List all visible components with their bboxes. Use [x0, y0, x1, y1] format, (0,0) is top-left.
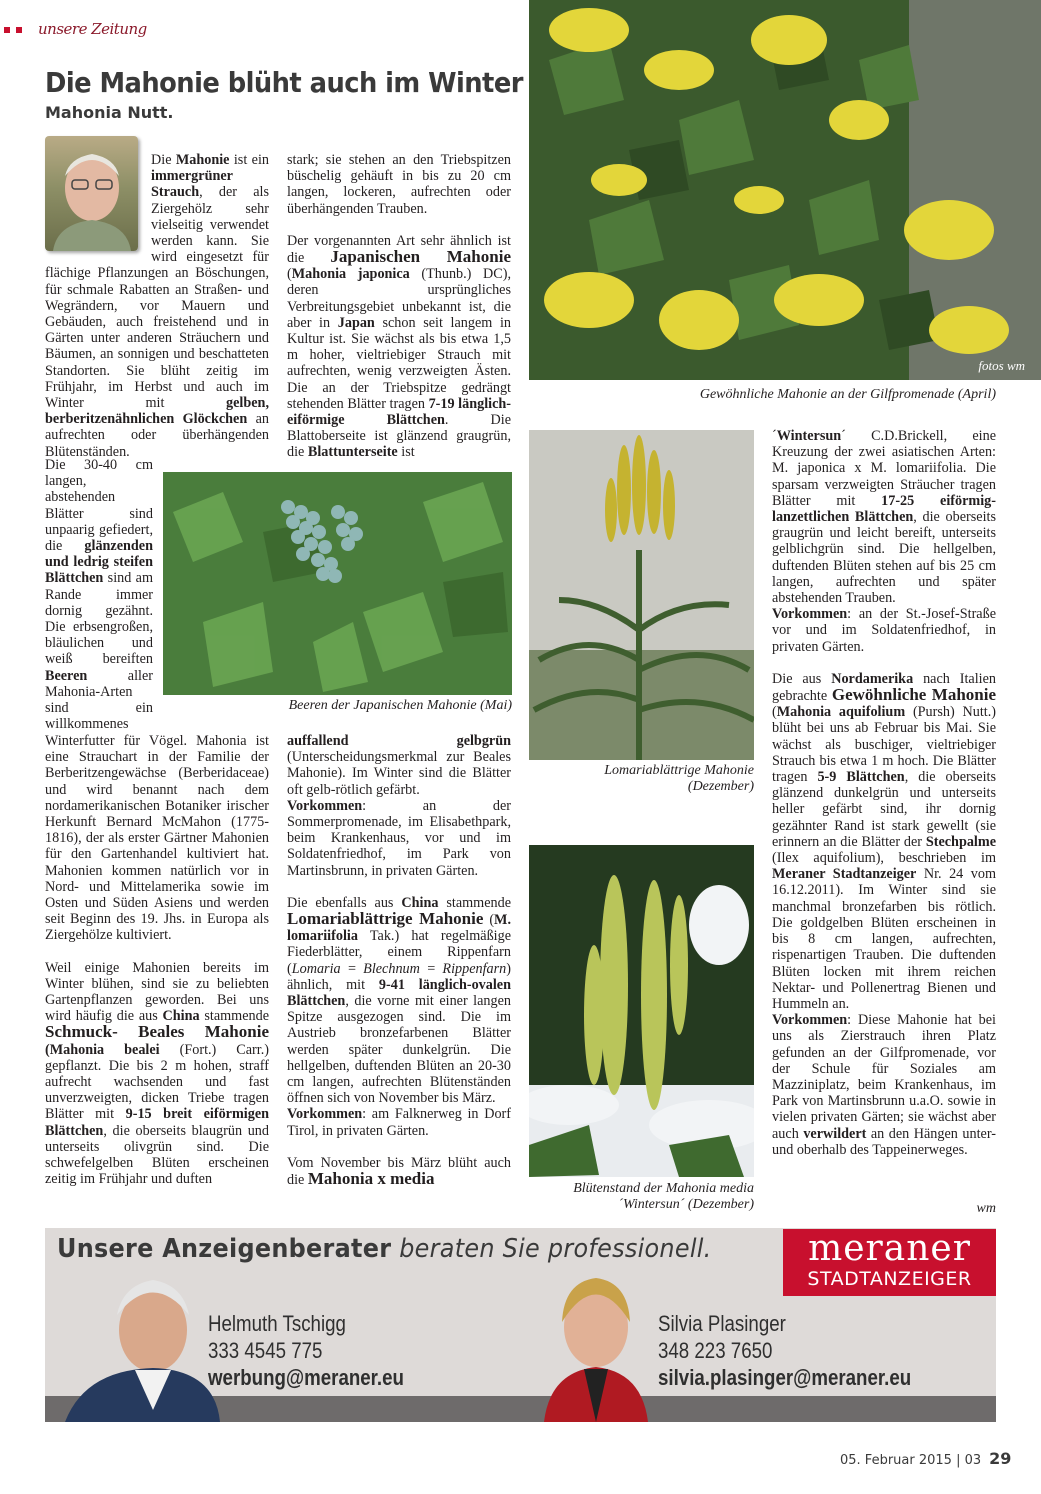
lomaria-caption-line1: Lomariablättrige Mahonie [604, 763, 754, 778]
contact-photo-2 [544, 1272, 648, 1422]
article-column-2-lower: auffallend gelbgrün (Unterscheidungsmerkmal zur Beales Mahonie). Im Winter sind die Blätter oft gelb-rötlich gefärbt. Vorkommen: an der Sommerpromenade, im Elisabethpark, beim Krankenhaus, vor und im Soldatenfriedhof, im Park von Martinsbrunn, in privaten Gärten. Die ebenfalls aus China stammende Lomariablättrige Mahonie (M. lomariifolia Tak.) hat regelmäßige Fiederblätter, einem Rippenfarn (Lomaria = Blechnum = Rippenfarn) ähnlich, mit 9-41 länglich-ovalen Blättchen, die vorne mit einer langen Spitze ausgezogen sind. Die im Austrieb bronzefarbenen Blätter werden später dunkelgrün. Die hellgelben, duftenden Blüten an 20-30 cm langen, aufrechten Blütenständen öffnen sich von November bis März. Vorkommen: am Falknerweg in Dorf Tirol, in privaten Gärten. Vom November bis März blüht auch die Mahonia x media [287, 733, 511, 1189]
article-column-2: stark; sie stehen an den Triebspitzen büschelig gehäuft in bis zu 20 cm langen, lockeren, aufrechten oder überhängenden Trauben. Der vorgenannten Art sehr ähnlich ist die Japanischen Mahonie (Mahonia japonica (Thunb.) DC), deren ursprüngliches Verbreitungsgebiet unbekannt ist, die aber in Japan schon seit langem in Kultur ist. Sie wächst als bis etwa 1,5 m hoher, vieltriebiger Strauch mit aufrechten, wenig verzweigten Ästen. Die an der Triebspitze gedrängt stehenden Blätter tragen 7-19 länglich-eiförmige Blättchen. Die Blattoberseite ist glänzend graugrün, die Blattunterseite ist [287, 152, 511, 461]
contact-email[interactable]: werbung@meraner.eu [208, 1365, 404, 1390]
photo-credit: fotos wm [978, 358, 1025, 373]
media-caption-line1: Blütenstand der Mahonia media [573, 1181, 754, 1196]
brand-logo: unsere Zeitung [38, 20, 147, 38]
lomaria-caption [529, 763, 754, 795]
contact-name: Silvia Plasinger [658, 1311, 786, 1336]
contact-photo-1 [65, 1270, 220, 1422]
issue-date: 05. Februar 2015 | 03 [840, 1453, 982, 1468]
contact-email[interactable]: silvia.plasinger@meraner.eu [658, 1365, 912, 1390]
main-caption: Gewöhnliche Mahonie an der Gilfpromenade (April) [699, 387, 996, 402]
meraner-logo[interactable] [783, 1229, 996, 1296]
contact-card-2 [658, 1310, 956, 1391]
media-caption [529, 1181, 754, 1213]
page-footer [840, 1449, 1011, 1468]
article-column-1-lower: Winterfutter für Vögel. Mahonia ist eine Strauchart in der Familie der Berberitzengewächse (Berberidaceae) und wird benannt nach dem nordamerikanischen Botaniker irischer Herkunft Bernard McMahon (1775-1816), der als erster Gärtner Mahonien für den Gartenhandel kultiviert hat. Mahonien kommen natürlich vor in Nord- und Mittelamerika sowie im Osten und Süden Asiens und werden seit Beginn des 19. Jhs. in Europa als Ziergehölze kultiviert. Weil einige Mahonien bereits im Winter blühen, sind sie zu beliebten Gartenpflanzen geworden. Bei uns wird häufig die aus China stammende Schmuck- Beales Mahonie (Mahonia bealei (Fort.) Carr.) gepflanzt. Die bis 2 m hohen, straff aufrecht wachsenden und fast unverzweigten, dicken Triebe tragen Blätter mit 9-15 breit eiförmigen Blättchen, die oberseits blaugrün und unterseits olivgrün sind. Die schwefelgelben Blüten erscheinen zeitig im Frühjahr und duften [45, 733, 270, 1188]
logo-line1: meraner [808, 1228, 971, 1269]
berries-photo [163, 472, 512, 695]
main-photo [529, 0, 1041, 380]
article-column-1: Die Mahonie ist ein immergrüner Strauch, der als Ziergehölz sehr vielseitig verwendet werden kann. Sie wird eingesetzt für flächige Pflanzungen an Böschungen, für schmale Rabatten an Straßen- und Wegrändern, vor Mauern und Gebäuden, auch freistehend und in Gärten unter anderen Sträuchern und Bäumen, an sonnigen und beschatteten Standorten. Sie blüht zeitig im Frühjahr, im Herbst und auch im Winter mit gelben, berberitzenähnlichen Glöckchen an aufrechten oder überhängenden Blütenständen. [45, 152, 269, 460]
ad-headline-bold: Unsere Anzeigenberater [57, 1234, 392, 1264]
lomaria-photo [529, 430, 754, 760]
article-column-1-narrow: Die 30-40 cm langen, abstehenden Blätter sind unpaarig gefiedert, die glänzenden und ledrig steifen Blättchen sind am Rande immer dornig gezähnt. Die erbsengroßen, bläulichen und weiß bereiften Beeren aller Mahonia-Arten sind ein willkommenes [45, 457, 153, 733]
article-column-4: ´Wintersun´ C.D.Brickell, eine Kreuzung der zwei asiatischen Arten: M. japonica x M. lomariifolia. Die sparsam verzweigten Sträucher tragen Blätter mit 17-25 eiförmig-lanzettlichen Blättchen, die oberseits graugrün und leicht bereift, unterseits gelblichgrün sind. Die hellgelben, duftenden Blüten stehen auf bis 25 cm langen, aufrechten und später abstehenden Trauben. Vorkommen: an der St.-Josef-Straße vor und im Soldatenfriedhof, in privaten Gärten. Die aus Nordamerika nach Italien gebrachte Gewöhnliche Mahonie (Mahonia aquifolium (Pursh) Nutt.) blüht bei uns ab Februar bis Mai. Sie wächst als buschiger, vieltriebiger Strauch bis etwa 1 m hoch. Die Blätter tragen 5-9 Blättchen, die oberseits glänzend dunkelgrün und unterseits heller gefärbt sind, ihr dornig gezähnter Rand ist stark gewellt (sie erinnern an die Blätter der Stechpalme (Ilex aquifolium), beschrieben im Meraner Stadtanzeiger Nr. 24 vom 16.12.2011). Im Winter sind sie manchmal bronzefarben bis rötlich. Die goldgelben Blüten erscheinen in bis 8 cm langen, aufrechten, rispenartigen Trauben. Die duftenden Blüten locken mit ihrem reichen Nektar- und Pollenertrag Bienen und Hummeln an. Vorkommen: Diese Mahonie hat bei uns als Zierstrauch ihren Platz gefunden an der Gilfpromenade, vor der Schule für Soziales am Mazziniplatz, beim Krankenhaus, im Park von Martinsbrunn u.a.O. sowie in vielen privaten Gärten; sie wächst aber auch verwildert an den Hängen unter- und oberhalb des Tappeinerweges. [772, 428, 997, 1158]
media-caption-line2: ´Wintersun´ (Dezember) [618, 1197, 754, 1212]
contact-phone[interactable]: 348 223 7650 [658, 1338, 773, 1363]
contact-card-1 [208, 1310, 439, 1391]
article-title: Die Mahonie blüht auch im Winter [45, 66, 523, 99]
ad-headline-rest: beraten Sie professionell. [391, 1234, 712, 1264]
article-subtitle: Mahonia Nutt. [45, 103, 174, 122]
contact-name: Helmuth Tschigg [208, 1311, 346, 1336]
contact-phone[interactable]: 333 4545 775 [208, 1338, 323, 1363]
section-marker [4, 27, 22, 33]
berries-caption: Beeren der Japanischen Mahonie (Mai) [288, 698, 512, 713]
lomaria-caption-line2: (Dezember) [687, 779, 754, 794]
ad-headline [57, 1234, 712, 1264]
author-signature: wm [976, 1201, 996, 1216]
media-photo [529, 845, 754, 1177]
page-number: 29 [989, 1449, 1012, 1468]
logo-line2: STADTANZEIGER [807, 1268, 972, 1290]
